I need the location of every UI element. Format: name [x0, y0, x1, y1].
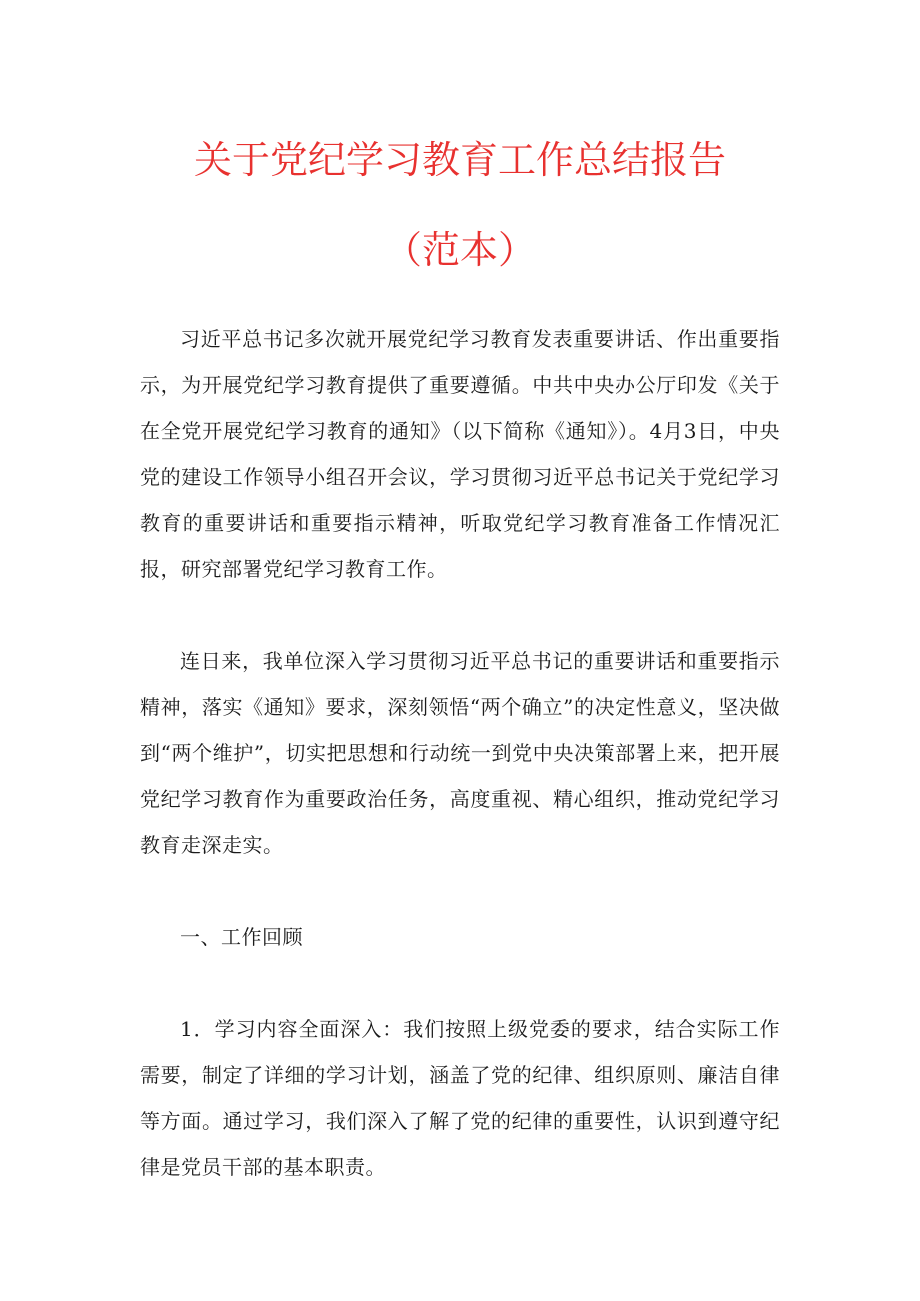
list-item: 1．学习内容全面深入：我们按照上级党委的要求，结合实际工作需要，制定了详细的学习计划，涵盖了党的纪律、组织原则、廉洁自律等方面。通过学习，我们深入了解了党的纪律的重要性，认识到遵守纪律是党员干部的基本职责。 — [140, 1017, 780, 1179]
section-heading: 一、工作回顾 — [180, 925, 303, 949]
document-title: 关于党纪学习教育工作总结报告 — [193, 138, 726, 182]
paragraph-implementation: 连日来，我单位深入学习贯彻习近平总书记的重要讲话和重要指示精神，落实《通知》要求，深刻领悟“两个确立”的决定性意义，坚决做到“两个维护”，切实把思想和行动统一到党中央决策部署上来，把开展党纪学习教育作为重要政治任务，高度重视、精心组织，推动党纪学习教育走深走实。 — [140, 649, 780, 857]
document-subtitle: （范本） — [383, 228, 536, 272]
paragraph-intro: 习近平总书记多次就开展党纪学习教育发表重要讲话、作出重要指示，为开展党纪学习教育提供了重要遵循。中共中央办公厅印发《关于在全党开展党纪学习教育的通知》（以下简称《通知》）。4月3日，中央党的建设工作领导小组召开会议，学习贯彻习近平总书记关于党纪学习教育的重要讲话和重要指示精神，听取党纪学习教育准备工作情况汇报，研究部署党纪学习教育工作。 — [140, 327, 780, 581]
